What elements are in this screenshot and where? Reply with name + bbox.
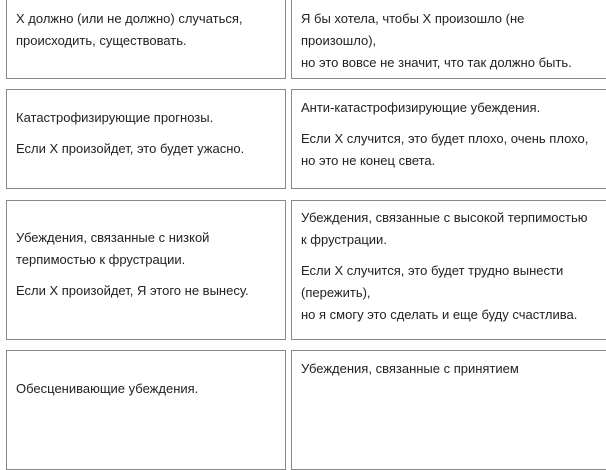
cell-text-line: Убеждения, связанные с высокой терпимостью [301, 210, 588, 225]
cell-text-line: терпимостью к фрустрации. [16, 252, 186, 267]
cell-text-block [16, 227, 281, 271]
cell-text-block [301, 97, 606, 119]
cell-text-line: произошло), [301, 33, 377, 48]
cell-text-line: но это вовсе не значит, что так должно быть. [301, 55, 572, 70]
cell-text-block [16, 280, 281, 302]
cell-text-line: Обесценивающие убеждения. [16, 381, 199, 396]
cell-text-block [301, 358, 606, 380]
table-cell-rational [291, 200, 606, 340]
cell-text-line: Если X случится, это будет трудно вынести [301, 263, 564, 278]
cell-text-line: Я бы хотела, чтобы X произошло (не [301, 11, 525, 26]
cell-text-block [16, 378, 281, 400]
table-cell-rational [291, 0, 606, 79]
table-cell-irrational [6, 0, 286, 79]
cell-text-line: но это не конец света. [301, 153, 436, 168]
cell-text-line: но я смогу это сделать и еще буду счастлива. [301, 307, 578, 322]
cell-text-block [301, 8, 606, 74]
cell-text-line: к фрустрации. [301, 232, 387, 247]
cell-text-line: X должно (или не должно) случаться, [16, 11, 243, 26]
cell-text-line: Убеждения, связанные с низкой [16, 230, 210, 245]
cell-text-block [16, 8, 281, 52]
table-cell-rational [291, 89, 606, 189]
cell-text-block [301, 128, 606, 172]
cell-text-line: происходить, существовать. [16, 33, 187, 48]
cell-text-block [16, 138, 281, 160]
cell-text-line: Анти-катастрофизирующие убеждения. [301, 100, 541, 115]
table-cell-rational [291, 350, 606, 470]
cell-text-block [301, 207, 606, 251]
cell-text-line: (пережить), [301, 285, 371, 300]
cell-text-line: Убеждения, связанные с принятием [301, 361, 519, 376]
table-cell-irrational [6, 89, 286, 189]
table-cell-irrational [6, 200, 286, 340]
cell-text-line: Если X произойдет, Я этого не вынесу. [16, 283, 249, 298]
cell-text-block [301, 260, 606, 326]
cell-text-line: Если X произойдет, это будет ужасно. [16, 141, 245, 156]
table-cell-irrational [6, 350, 286, 470]
cell-text-block [16, 107, 281, 129]
cell-text-line: Катастрофизирующие прогнозы. [16, 110, 214, 125]
cell-text-line: Если X случится, это будет плохо, очень плохо, [301, 131, 589, 146]
